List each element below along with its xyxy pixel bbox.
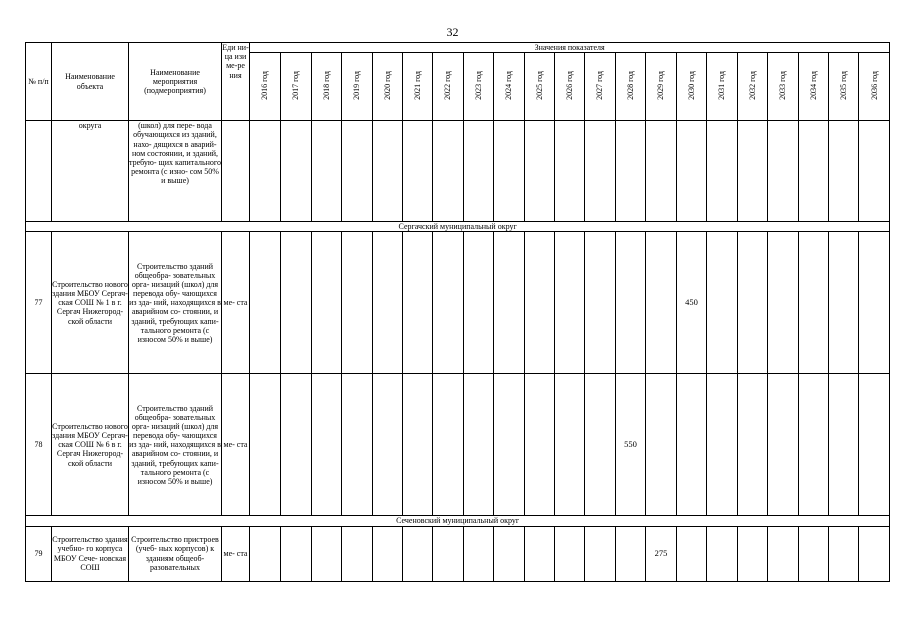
header-year <box>799 53 829 121</box>
indicator-value: 275 <box>654 547 668 558</box>
year-value-cell <box>403 121 433 222</box>
section-title: Сергачский муниципальный округ <box>26 222 890 232</box>
header-unit: Еди ни-ца изи ме-ре ния <box>222 43 250 121</box>
year-value-cell <box>738 232 768 374</box>
year-value-cell <box>616 121 646 222</box>
num-cell: 79 <box>26 526 52 581</box>
header-year-label: 2032 год <box>747 71 757 101</box>
year-value-cell <box>464 232 494 374</box>
year-value-cell <box>616 526 646 581</box>
measure-cell: Строительство зданий общеобра- зовательных орга- низаций (школ) для перевода обу- чающихся из зда- ний, находящихся в аварийном со- стоянии, и зданий, требующих капи- тального ремонта (с износом 50% и выше) <box>129 374 222 516</box>
year-value-cell <box>250 121 281 222</box>
header-year-label: 2022 год <box>443 71 453 101</box>
header-year-label: 2026 год <box>564 71 574 101</box>
year-value-cell <box>373 232 403 374</box>
year-value-cell <box>433 526 464 581</box>
year-value-cell <box>646 232 677 374</box>
header-object: Наименование объекта <box>52 43 129 121</box>
year-value-cell <box>677 121 707 222</box>
header-measure: Наименование мероприятия (подмероприятия) <box>129 43 222 121</box>
header-year-label: 2031 год <box>717 71 727 101</box>
year-value-cell <box>342 232 373 374</box>
year-value-cell <box>525 232 555 374</box>
year-value-cell <box>464 121 494 222</box>
header-year <box>555 53 585 121</box>
year-value-cell <box>738 526 768 581</box>
year-value-cell <box>799 232 829 374</box>
header-year <box>494 53 525 121</box>
header-num: № п/п <box>26 43 52 121</box>
year-value-cell <box>433 374 464 516</box>
measure-cell: (школ) для пере- вода обучающихся из зданий, нахо- дящихся в аварий- ном состоянии, и зданий, требую- щих капитального ремонта (с изно- сом 50% и выше) <box>129 121 222 222</box>
year-value-cell <box>525 526 555 581</box>
header-year-label: 2017 год <box>291 71 301 101</box>
year-value-cell <box>281 121 312 222</box>
year-value-cell <box>859 526 890 581</box>
year-value-cell <box>859 121 890 222</box>
year-value-cell <box>555 121 585 222</box>
year-value-cell <box>403 374 433 516</box>
header-values-title: Значения показателя <box>250 43 890 53</box>
year-value-cell <box>494 232 525 374</box>
header-year <box>433 53 464 121</box>
year-value-cell <box>768 232 799 374</box>
year-value-cell <box>707 374 738 516</box>
year-value-cell <box>312 526 342 581</box>
year-value-cell <box>373 121 403 222</box>
year-value-cell <box>799 526 829 581</box>
year-value-cell <box>555 374 585 516</box>
year-value-cell <box>555 526 585 581</box>
year-value-cell <box>707 232 738 374</box>
year-value-cell <box>677 232 707 374</box>
header-year-label: 2028 год <box>625 71 635 101</box>
year-value-cell <box>829 374 859 516</box>
year-value-cell <box>799 121 829 222</box>
measure-cell: Строительство пристроев (учеб- ных корпусов) к зданиям общеоб- разовательных <box>129 526 222 581</box>
year-value-cell <box>342 526 373 581</box>
header-year <box>738 53 768 121</box>
year-value-cell <box>585 121 616 222</box>
year-value-cell <box>342 121 373 222</box>
header-year-label: 2024 год <box>504 71 514 101</box>
year-value-cell <box>312 121 342 222</box>
header-year <box>342 53 373 121</box>
indicator-value: 550 <box>624 438 637 449</box>
year-value-cell <box>707 121 738 222</box>
year-value-cell <box>646 374 677 516</box>
header-year-label: 2035 год <box>838 71 848 101</box>
year-value-cell <box>738 121 768 222</box>
header-year-label: 2019 год <box>352 71 362 101</box>
year-value-cell <box>768 121 799 222</box>
num-cell <box>26 121 52 222</box>
year-value-cell <box>403 526 433 581</box>
year-value-cell <box>250 232 281 374</box>
year-value-cell <box>494 121 525 222</box>
object-cell: Строительство нового здания МБОУ Сергач- ская СОШ № 1 в г. Сергач Нижегород- ской области <box>52 232 129 374</box>
year-value-cell <box>312 232 342 374</box>
table-row <box>26 374 890 516</box>
unit-cell: ме- ста <box>222 526 250 581</box>
year-value-cell <box>494 374 525 516</box>
indicator-value: 450 <box>685 296 698 307</box>
year-value-cell <box>616 374 646 516</box>
year-value-cell <box>646 121 677 222</box>
year-value-cell <box>768 374 799 516</box>
year-value-cell <box>281 526 312 581</box>
year-value-cell <box>677 526 707 581</box>
header-year <box>616 53 646 121</box>
header-year-label: 2034 год <box>808 71 818 101</box>
header-year-label: 2021 год <box>412 71 422 101</box>
year-value-cell <box>555 232 585 374</box>
header-year-label: 2033 год <box>778 71 788 101</box>
table-row <box>26 526 890 581</box>
header-year <box>464 53 494 121</box>
header-year-label: 2030 год <box>686 71 696 101</box>
year-value-cell <box>585 374 616 516</box>
year-value-cell <box>646 526 677 581</box>
header-year <box>585 53 616 121</box>
year-value-cell <box>281 232 312 374</box>
year-value-cell <box>433 121 464 222</box>
year-value-cell <box>312 374 342 516</box>
header-year <box>859 53 890 121</box>
year-value-cell <box>829 232 859 374</box>
object-cell: Строительство нового здания МБОУ Сергач- ская СОШ № 6 в г. Сергач Нижегород- ской области <box>52 374 129 516</box>
unit-cell: ме- ста <box>222 374 250 516</box>
indicator-table <box>25 42 890 582</box>
year-value-cell <box>677 374 707 516</box>
header-year <box>403 53 433 121</box>
unit-cell: ме- ста <box>222 232 250 374</box>
year-value-cell <box>250 526 281 581</box>
measure-cell: Строительство зданий общеобра- зовательных орга- низаций (школ) для перевода обу- чающихся из зда- ний, находящихся в аварийном со- стоянии, и зданий, требующих капи- тального ремонта (с износом 50% и выше) <box>129 232 222 374</box>
header-year <box>677 53 707 121</box>
page-number: 32 <box>446 25 459 39</box>
year-value-cell <box>464 374 494 516</box>
header-year <box>373 53 403 121</box>
year-value-cell <box>433 232 464 374</box>
num-cell: 78 <box>26 374 52 516</box>
header-year <box>646 53 677 121</box>
header-year-label: 2018 год <box>321 71 331 101</box>
year-value-cell <box>250 374 281 516</box>
header-year <box>312 53 342 121</box>
year-value-cell <box>525 121 555 222</box>
table-row <box>26 121 890 222</box>
header-year-label: 2023 год <box>473 71 483 101</box>
year-value-cell <box>829 526 859 581</box>
header-year <box>281 53 312 121</box>
header-year <box>829 53 859 121</box>
year-value-cell <box>707 526 738 581</box>
header-year <box>250 53 281 121</box>
section-row <box>26 516 890 526</box>
year-value-cell <box>585 526 616 581</box>
year-value-cell <box>373 374 403 516</box>
year-value-cell <box>373 526 403 581</box>
header-year-label: 2027 год <box>595 71 605 101</box>
year-value-cell <box>585 232 616 374</box>
year-value-cell <box>281 374 312 516</box>
year-value-cell <box>799 374 829 516</box>
header-year-label: 2029 год <box>656 71 666 101</box>
year-value-cell <box>494 526 525 581</box>
header-year <box>707 53 738 121</box>
table-row <box>26 232 890 374</box>
header-year <box>768 53 799 121</box>
year-value-cell <box>616 232 646 374</box>
section-row <box>26 222 890 232</box>
year-value-cell <box>525 374 555 516</box>
year-value-cell <box>403 232 433 374</box>
object-cell: Строительство здания учебно- го корпуса МБОУ Сече- новская СОШ <box>52 526 129 581</box>
unit-cell <box>222 121 250 222</box>
year-value-cell <box>768 526 799 581</box>
header-year-label: 2036 год <box>869 71 879 101</box>
section-title: Сеченовский муниципальный округ <box>26 516 890 526</box>
header-year-label: 2016 год <box>260 71 270 101</box>
year-value-cell <box>738 374 768 516</box>
year-value-cell <box>342 374 373 516</box>
header-year <box>525 53 555 121</box>
num-cell: 77 <box>26 232 52 374</box>
header-year-label: 2025 год <box>534 71 544 101</box>
header-year-label: 2020 год <box>382 71 392 101</box>
year-value-cell <box>464 526 494 581</box>
object-cell: округа <box>52 121 129 222</box>
year-value-cell <box>829 121 859 222</box>
year-value-cell <box>859 232 890 374</box>
year-value-cell <box>859 374 890 516</box>
